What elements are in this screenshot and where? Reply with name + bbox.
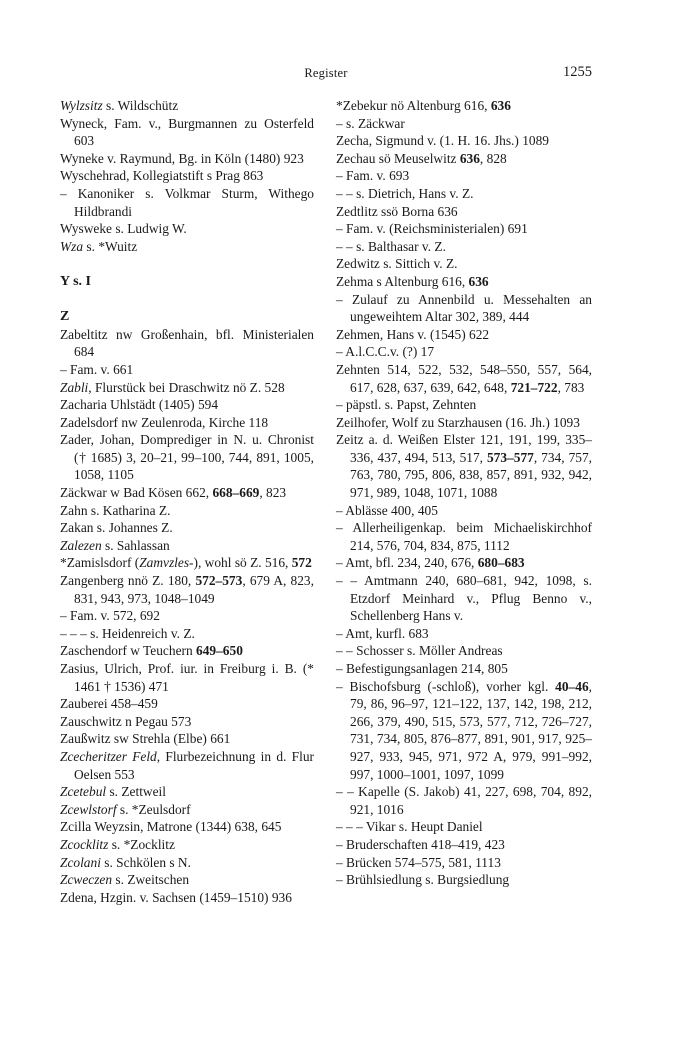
entry-text: – Amt, bfl. 234, 240, 676, [336,555,478,571]
index-entry [60,537,314,555]
entry-text: – Amt, kurfl. 683 [336,625,429,641]
index-entry [336,273,592,291]
index-entry [60,379,314,397]
entry-text: 721–722 [510,379,558,395]
index-entry [60,572,314,607]
index-entry [60,871,314,889]
entry-text: 40–46 [555,678,589,694]
entry-text: – – Schosser s. Möller Andreas [336,643,503,659]
entry-text: 572–573 [195,573,243,589]
entry-text: s. Wildschütz [102,98,179,113]
entry-text: – – Kapelle (S. Jakob) 41, 227, 698, 704, 892, 921, 1016 [336,784,592,817]
entry-text: Zamvzles- [139,555,194,571]
index-entry [60,818,314,836]
entry-text: Zcilla Weyzsin, Matrone (1344) 638, 645 [60,819,282,835]
entry-text: Zecha, Sigmund v. (1. H. 16. Jhs.) 1089 [336,133,549,149]
entry-text: Wyneck, Fam. v., Burgmannen zu Osterfeld 603 [60,115,314,149]
index-entry [336,115,592,133]
left-index-column [60,97,314,906]
entry-text: 636 [459,150,480,166]
entry-text: Zader, Johan, Domprediger in N. u. Chronist († 1685) 3, 20–21, 99–100, 744, 891, 1005, 1058, 1105 [60,432,314,483]
entry-text: Wysweke s. Ludwig W. [60,221,187,237]
entry-text: Zechau sö Meuselwitz [336,150,460,166]
index-entry [60,220,314,238]
entry-text: Zangenberg nnö Z. 180, [60,573,196,589]
section-heading [60,308,314,326]
index-entry [60,484,314,502]
entry-text: – Fam. v. 572, 692 [60,608,160,624]
entry-text: Zakan s. Johannes Z. [60,520,173,536]
index-entry [60,783,314,801]
entry-text: s. *Wuitz [83,238,138,254]
entry-text: ), wohl sö Z. 516, [193,555,292,571]
entry-text: Y [60,273,70,289]
entry-text: s. *Zocklitz [108,836,175,852]
entry-text: – – s. Dietrich, Hans v. Z. [336,185,474,201]
entry-text: Wyschehrad, Kollegiatstift s Prag 863 [60,168,264,184]
section-gap [60,255,314,273]
index-entry [336,167,592,185]
entry-text: , 679 A, 823, 831, 943, 973, 1048–1049 [74,573,314,606]
entry-text: , 79, 86, 96–97, 121–122, 137, 142, 198, 212, 266, 379, 490, 515, 573, 577, 712, 726–727, 731, 734, 805, 876–877, 891, 901, 917, 925–927, 933, 945, 971, 972 A, 979, 991–992, 997, 1000–1001, 1097, 1099 [350,678,592,782]
running-title: Register [304,66,348,80]
entry-text: 649–650 [196,643,243,659]
entry-text: Zahn s. Katharina Z. [60,502,171,518]
entry-text: Zcocklitz [60,836,109,852]
entry-text: – Befestigungsanlagen 214, 805 [336,661,508,676]
index-entry [60,801,314,819]
index-entry [60,361,314,379]
entry-text: – Bruderschaften 418–419, 423 [336,836,505,852]
entry-text: – A.l.C.C.v. (?) 17 [336,344,435,360]
entry-text: Zcetebul [60,784,107,800]
entry-text: – – – s. Heidenreich v. Z. [60,625,195,641]
entry-text: , Flurstück bei Draschwitz nö Z. 528 [88,379,285,395]
index-entry [336,185,592,203]
entry-text: – – Amtmann 240, 680–681, 942, 1098, s. Etzdorf Meinhard v., Pflug Benno v., Schellenberg Hans v. [336,573,592,624]
entry-text: s. *Zeulsdorf [116,801,191,817]
index-entry [336,361,592,396]
entry-text: I [85,273,91,289]
index-entry [60,502,314,520]
entry-text: – Allerheiligenkap. beim Michaeliskirchhof 214, 576, 704, 834, 875, 1112 [336,520,592,553]
index-entry [60,642,314,660]
entry-text: Zadelsdorf nw Zeulenroda, Kirche 118 [60,414,269,430]
index-entry [336,203,592,221]
entry-text: Zehma s Altenburg 616, [336,273,469,289]
entry-text: Zaschendorf w Teuchern [60,643,197,659]
entry-text: 572 [291,555,312,571]
index-entry [60,660,314,695]
index-entry [336,343,592,361]
right-index-column [336,97,592,889]
index-entry [60,167,314,185]
index-entry [60,97,314,115]
entry-text: – Fam. v. 693 [336,168,410,184]
index-entry [336,220,592,238]
entry-text: 636 [468,273,489,289]
entry-text: – Brücken 574–575, 581, 1113 [336,854,501,870]
entry-text: , Flurbezeichnung in d. Flur Oelsen 553 [74,748,314,782]
entry-text: Zauberei 458–459 [60,696,158,712]
entry-text: Zaußwitz sw Strehla (Elbe) 661 [60,731,231,747]
entry-text: – Bischofsburg (-schloß), vorher kgl. [336,678,556,694]
entry-text: Zabeltitz nw Großenhain, bfl. Ministerialen 684 [60,326,314,360]
entry-text: Zcecheritzer Feld [60,748,157,764]
page-number: 1255 [563,64,592,80]
entry-text: Z [60,309,70,325]
entry-text: – Fam. v. 661 [60,361,134,377]
section-heading [60,273,314,291]
index-entry [336,660,592,678]
index-entry [336,238,592,256]
index-entry [336,854,592,872]
entry-text: *Zamislsdorf ( [60,555,140,571]
entry-text: Zacharia Uhlstädt (1405) 594 [60,397,219,413]
entry-text: 668–669 [212,485,260,501]
index-entry [60,238,314,256]
entry-text: Zedwitz s. Sittich v. Z. [336,256,458,272]
index-entry [60,889,314,907]
entry-text: Zeitz a. d. Weißen Elster 121, 191, 199, 335–336, 437, 494, 513, 517, [336,432,592,465]
entry-text: s. Zettweil [106,784,166,800]
entry-text: 636 [490,98,511,113]
entry-text: – Fam. v. (Reichsministerialen) 691 [336,221,528,237]
entry-text: 680–683 [477,555,525,571]
entry-text: Wylzsitz [60,98,103,113]
index-entry [336,502,592,520]
entry-text: Wza [60,238,84,254]
entry-text: Zcewlstorf [60,801,117,817]
index-entry [60,150,314,168]
index-entry [60,836,314,854]
index-entry [60,554,314,572]
index-entry [336,642,592,660]
index-entry [336,414,592,432]
entry-text: s. Sahlassan [101,537,170,553]
entry-text: , 828 [479,150,507,166]
index-entry [336,132,592,150]
entry-text: s. Zweitschen [112,872,190,888]
entry-text: *Zebekur nö Altenburg 616, [336,98,491,113]
index-entry [60,748,314,783]
entry-text: Zauschwitz n Pegau 573 [60,713,192,729]
entry-text: – Zulauf zu Annenbild u. Messehalten an ungeweihtem Altar 302, 389, 444 [336,291,592,325]
entry-text: s. [69,273,86,289]
entry-text: – Ablässe 400, 405 [336,502,438,518]
index-entry [336,818,592,836]
index-entry [336,255,592,273]
entry-text: 573–577 [486,449,534,465]
index-entry [60,730,314,748]
entry-text: – Brühlsiedlung s. Burgsiedlung [336,872,510,888]
entry-text: Zedtlitz ssö Borna 636 [336,203,458,219]
entry-text: Zdena, Hzgin. v. Sachsen (1459–1510) 936 [60,889,292,905]
index-entry [336,783,592,818]
entry-text: Zcweczen [60,872,113,888]
entry-text: Zasius, Ulrich, Prof. iur. in Freiburg i. B. (* 1461 † 1536) 471 [60,661,314,694]
entry-text: – Kanoniker s. Volkmar Sturm, Withego Hildbrandi [60,185,314,219]
entry-text: Zehmen, Hans v. (1545) 622 [336,326,490,342]
entry-text: Wyneke v. Raymund, Bg. in Köln (1480) 923 [60,150,304,166]
index-entry [336,678,592,784]
entry-text: Zäckwar w Bad Kösen 662, [60,485,213,501]
index-entry [60,519,314,537]
index-entry [336,519,592,554]
entry-text: Zehnten 514, 522, 532, 548–550, 557, 564, 617, 628, 637, 639, 642, 648, [336,361,592,395]
entry-text: , 783 [557,379,585,395]
entry-text: Zabli [60,379,89,395]
index-entry [336,150,592,168]
index-entry [60,185,314,220]
index-entry [336,871,592,889]
index-entry [336,431,592,501]
entry-text: s. Schkölen s N. [100,854,191,870]
entry-text: Zalezen [60,537,102,553]
index-entry [336,396,592,414]
entry-text: – – – Vikar s. Heupt Daniel [336,819,483,835]
index-entry [336,97,592,115]
entry-text: , 823 [259,485,287,501]
index-entry [60,115,314,150]
index-entry [60,431,314,484]
index-entry [336,836,592,854]
entry-text: Zeilhofer, Wolf zu Starzhausen (16. Jh.) 1093 [336,414,580,430]
index-entry [60,625,314,643]
index-entry [336,326,592,344]
section-gap [60,291,314,309]
index-entry [60,713,314,731]
index-entry [336,572,592,625]
entry-text: – päpstl. s. Papst, Zehnten [336,397,477,413]
index-entry [60,854,314,872]
entry-text: , 734, 757, 763, 780, 795, 806, 838, 857, 891, 932, 942, 971, 989, 1048, 1071, 1088 [350,449,592,501]
index-entry [60,414,314,432]
index-entry [336,625,592,643]
index-entry [60,396,314,414]
index-entry [336,554,592,572]
index-entry [60,695,314,713]
entry-text: Zcolani [60,854,101,870]
index-entry [60,326,314,361]
index-entry [336,291,592,326]
entry-text: – s. Zäckwar [336,115,405,131]
page-header [60,64,592,84]
entry-text: – – s. Balthasar v. Z. [336,238,446,254]
index-entry [60,607,314,625]
